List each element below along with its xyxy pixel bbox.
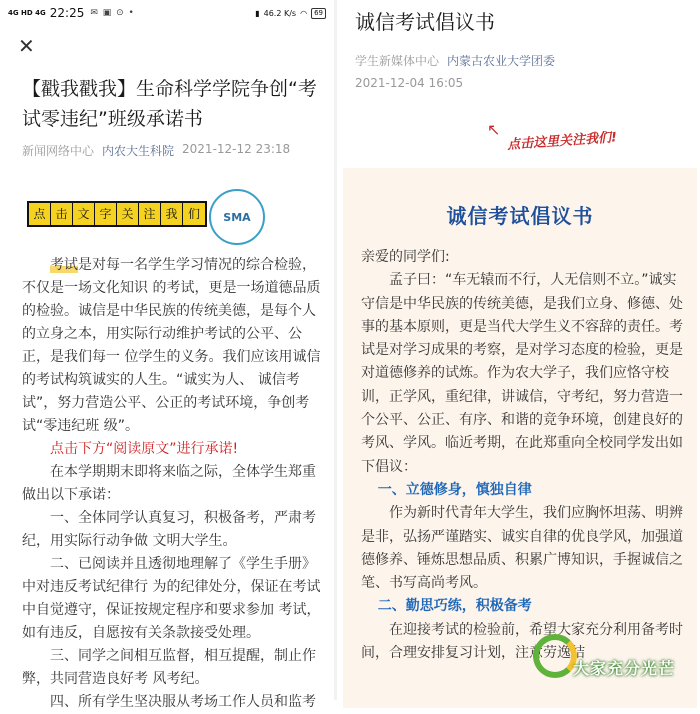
watermark bbox=[525, 628, 695, 694]
vibrate-icon: ▮ bbox=[255, 8, 260, 18]
left-article-screen bbox=[0, 0, 334, 710]
banner-tile: 文 bbox=[73, 203, 95, 225]
article-source: 学生新媒体中心 bbox=[355, 54, 440, 68]
body-paragraph: 四、所有学生坚决服从考场工作人员和监考 bbox=[50, 694, 316, 710]
article-datetime: 2021-12-12 23:18 bbox=[182, 142, 291, 156]
article-author-link[interactable]: 内农大生科院 bbox=[102, 144, 175, 158]
article-author-link[interactable]: 内蒙古农业大学团委 bbox=[447, 54, 556, 68]
college-logo: SMA bbox=[209, 189, 265, 245]
section-heading: 一、立德修身，慎独自律 bbox=[377, 481, 532, 498]
status-time: 22:25 bbox=[49, 6, 85, 20]
article-body bbox=[22, 254, 327, 714]
body-paragraph: 二、已阅读并且透彻地理解了《学生手册》中对违反考试纪律行 为的纪律处分，保证在考试中自觉遵守，保证按规定程序和要求参加 考试，如有违反，自愿按有关条款接受处理。 bbox=[22, 556, 321, 641]
body-paragraph: 作为新时代青年大学生，我们应胸怀坦荡、明辨是非，弘扬严谨踏实、诚实自律的优良学风，加强道德修养、锤炼思想品质、积累广博知识，手握诚信之笔、书写高尚考风。 bbox=[361, 505, 683, 592]
banner-tile: 点 bbox=[29, 203, 51, 225]
banner-tile: 关 bbox=[117, 203, 139, 225]
banner-tile: 我 bbox=[161, 203, 183, 225]
body-paragraph bbox=[22, 254, 327, 438]
body-paragraph: 在迎接考试的检验前，希望大家充分利用备考时间，合理安排复习计划，注意劳逸结 bbox=[361, 621, 683, 662]
banner-tile: 注 bbox=[139, 203, 161, 225]
status-bar bbox=[0, 0, 334, 26]
watermark-logo-icon bbox=[533, 634, 577, 678]
watermark-text: 大家充分光芒 bbox=[573, 659, 676, 678]
article-source: 新闻网络中心 bbox=[22, 144, 95, 158]
read-original-prompt[interactable]: 点击下方“阅读原文”进行承诺! bbox=[50, 441, 239, 457]
signal-icon: 4G HD 4G bbox=[8, 8, 46, 17]
document-title: 诚信考试倡议书 bbox=[446, 204, 594, 228]
article-title: 诚信考试倡议书 bbox=[355, 10, 495, 34]
close-icon[interactable]: ✕ bbox=[18, 34, 35, 58]
right-article-screen bbox=[334, 0, 700, 700]
article-title: 【戳我戳我】生命科学学院争创“考试零违纪”班级承诺书 bbox=[22, 78, 317, 130]
body-paragraph: 一、全体同学认真复习，积极备考，严肃考纪，用实际行动争做 文明大学生。 bbox=[22, 510, 316, 549]
net-speed: 46.2 K/s bbox=[263, 8, 297, 18]
paragraph-text: 是对每一名学生学习情况的综合检验，不仅是一场文化知识 的考试，更是一场道德品质的检验。诚信是中华民族的传统美德，是每个人的立身之本，用实际行动维护考试的公平、公正，是我们每一 位学生的义务。我们应该用诚信的考试构筑诚实的人生。“诚实为人、 诚信考试”，努力营造公平、公正的考试环境，争创考试“零违纪班 级”。 bbox=[22, 257, 321, 434]
article-datetime: 2021-12-04 16:05 bbox=[355, 76, 464, 90]
wifi-icon: ◠ bbox=[300, 8, 308, 18]
banner-tile: 字 bbox=[95, 203, 117, 225]
arrow-icon: ↖ bbox=[487, 120, 501, 139]
body-paragraph: 三、同学之间相互监督，相互提醒，制止作弊，共同营造良好考 风考纪。 bbox=[22, 648, 316, 687]
article-meta bbox=[355, 52, 555, 69]
follow-banner[interactable] bbox=[27, 192, 267, 236]
banner-tile: 击 bbox=[51, 203, 73, 225]
salutation: 亲爱的同学们: bbox=[361, 249, 450, 265]
proposal-document bbox=[343, 168, 697, 708]
body-paragraph: 在本学期期末即将来临之际，全体学生郑重做出以下承诺： bbox=[22, 464, 316, 503]
battery-icon: 69 bbox=[311, 8, 326, 19]
body-paragraph: 孟子曰：“车无辕而不行，人无信则不立。”诚实守信是中华民族的传统美德，是我们立身、修德、处事的基本原则，更是当代大学生义不容辞的责任。考试是对学习成果的考察，是对学习态度的检验，更是对道德修养的试炼。作为农大学子，我们应恪守校训，正学风，重纪律，讲诚信，守考纪，努力营造一个公平、公正、有序、和谐的竞争环境，创建良好的考风、学风。临近考期，在此郑重向全校同学发出如下倡议： bbox=[361, 272, 683, 475]
section-heading: 二、勤思巧练，积极备考 bbox=[377, 598, 532, 615]
highlighted-word: 考试 bbox=[50, 257, 78, 273]
article-meta bbox=[22, 142, 290, 159]
document-body bbox=[361, 246, 687, 665]
status-right bbox=[255, 8, 326, 19]
banner-tile: 们 bbox=[187, 207, 200, 221]
notification-icons: ✉ ▣ ⊙ • bbox=[90, 8, 135, 18]
banner-tiles bbox=[27, 201, 207, 227]
follow-hint[interactable]: 点击这里关注我们! bbox=[506, 130, 618, 153]
